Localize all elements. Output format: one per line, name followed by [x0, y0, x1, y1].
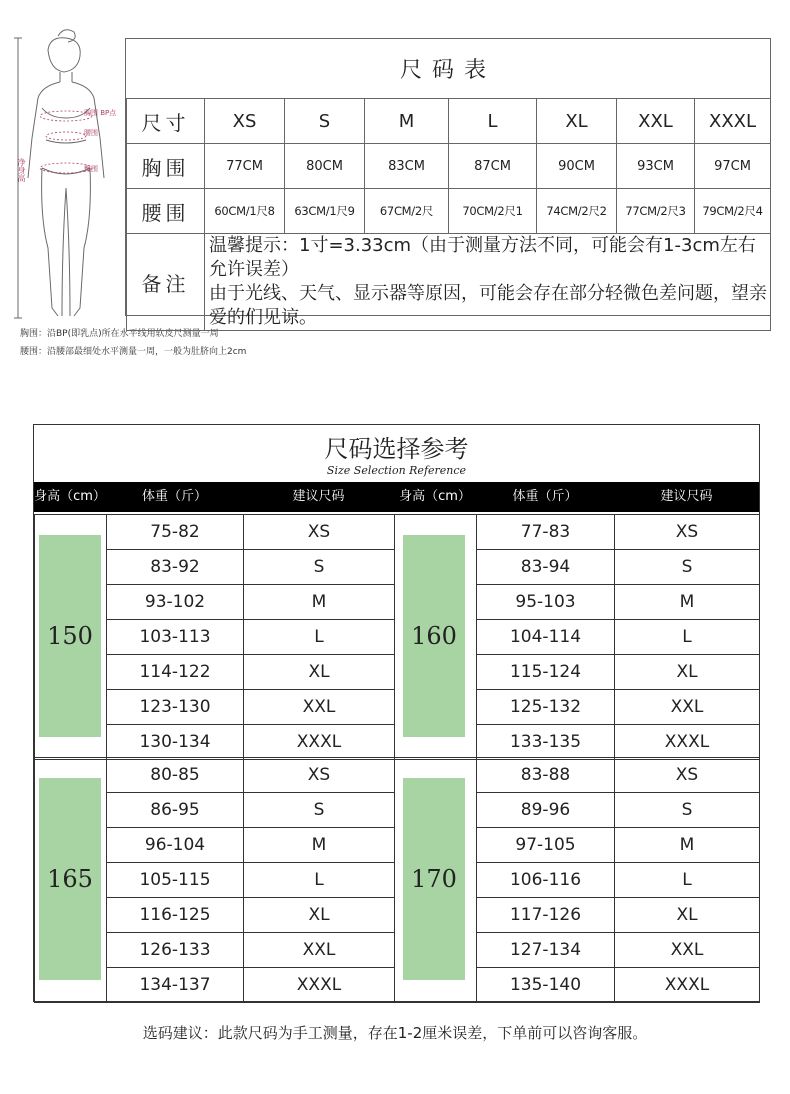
size-cell: XXXL	[244, 968, 395, 1003]
size-header-label: 尺寸	[127, 99, 205, 144]
size-cell: L	[615, 863, 760, 898]
waist-label: 腰围	[84, 129, 98, 137]
size-cell: M	[244, 828, 395, 863]
size-cell: XS	[615, 515, 760, 550]
weight-cell: 117-126	[477, 898, 615, 933]
height-value: 165	[39, 778, 101, 980]
chest-value: 87CM	[449, 144, 537, 189]
footer-note: 选码建议：此款尺码为手工测量，存在1-2厘米误差，下单前可以咨询客服。	[142, 1024, 648, 1042]
chest-value: 93CM	[617, 144, 695, 189]
hip-label: 臀围	[84, 165, 98, 173]
waist-value: 67CM/2尺	[365, 189, 449, 234]
weight-cell: 77-83	[477, 515, 615, 550]
weight-cell: 80-85	[107, 758, 244, 793]
size-cell: S	[244, 550, 395, 585]
weight-cell: 125-132	[477, 690, 615, 725]
height-value: 170	[403, 778, 465, 980]
size-cell: M	[615, 828, 760, 863]
chest-note: 胸围：沿BP(即乳点)所在水平线用软皮尺测量一周	[20, 329, 219, 339]
header-size: 建议尺码	[660, 489, 713, 504]
weight-cell: 89-96	[477, 793, 615, 828]
weight-cell: 114-122	[107, 655, 244, 690]
table-row	[35, 758, 395, 793]
reference-title: 尺码选择参考	[324, 435, 469, 463]
size-cell: L	[615, 620, 760, 655]
size-cell: L	[244, 620, 395, 655]
chest-value: 77CM	[205, 144, 285, 189]
header-weight: 体重（斤）	[512, 489, 578, 504]
weight-cell: 83-94	[477, 550, 615, 585]
size-reference	[33, 424, 760, 1002]
size-cell: XL	[244, 655, 395, 690]
reference-subtitle: Size Selection Reference	[326, 464, 467, 477]
size-cell: S	[615, 550, 760, 585]
size-header: L	[449, 99, 537, 144]
weight-cell: 123-130	[107, 690, 244, 725]
waist-value: 70CM/2尺1	[449, 189, 537, 234]
waist-value: 63CM/1尺9	[285, 189, 365, 234]
height-block-165	[34, 757, 395, 1003]
size-cell: XXXL	[615, 725, 760, 760]
remark-line: 温馨提示：1寸=3.33cm（由于测量方法不同，可能会有1-3cm左右允许误差）	[209, 235, 756, 280]
chest-value: 83CM	[365, 144, 449, 189]
size-cell: L	[244, 863, 395, 898]
waist-row-label: 腰围	[127, 189, 205, 234]
chest-label: 胸围 BP点	[84, 109, 117, 117]
header-size: 建议尺码	[292, 489, 345, 504]
size-cell: XS	[244, 758, 395, 793]
chest-value: 80CM	[285, 144, 365, 189]
remark-row-label: 备注	[127, 234, 205, 331]
table-row	[395, 758, 760, 793]
remark-row	[127, 234, 771, 331]
weight-cell: 115-124	[477, 655, 615, 690]
size-chart	[125, 38, 771, 328]
size-header: M	[365, 99, 449, 144]
height-value: 150	[39, 535, 101, 737]
weight-cell: 83-92	[107, 550, 244, 585]
chest-row-label: 胸围	[127, 144, 205, 189]
size-cell: XXL	[244, 933, 395, 968]
size-header: XS	[205, 99, 285, 144]
height-value: 160	[403, 535, 465, 737]
weight-cell: 105-115	[107, 863, 244, 898]
size-header: XXXL	[695, 99, 771, 144]
weight-cell: 75-82	[107, 515, 244, 550]
size-cell: XL	[615, 655, 760, 690]
waist-row	[127, 189, 771, 234]
weight-cell: 97-105	[477, 828, 615, 863]
size-header-row	[127, 99, 771, 144]
waist-value: 74CM/2尺2	[537, 189, 617, 234]
table-row	[35, 515, 395, 550]
remark-text	[205, 234, 771, 331]
waist-value: 77CM/2尺3	[617, 189, 695, 234]
weight-cell: 83-88	[477, 758, 615, 793]
size-cell: M	[244, 585, 395, 620]
height-label: 净身高	[17, 158, 26, 182]
size-chart-title: 尺码表	[399, 58, 496, 83]
weight-cell: 130-134	[107, 725, 244, 760]
height-cell	[35, 515, 107, 760]
weight-cell: 126-133	[107, 933, 244, 968]
size-cell: XXL	[615, 690, 760, 725]
weight-cell: 93-102	[107, 585, 244, 620]
height-block-150	[34, 514, 395, 760]
header-height: 身高（cm）	[399, 489, 471, 504]
weight-cell: 96-104	[107, 828, 244, 863]
size-chart-table	[126, 98, 771, 331]
weight-cell: 135-140	[477, 968, 615, 1003]
size-cell: XL	[244, 898, 395, 933]
size-cell: M	[615, 585, 760, 620]
size-cell: XS	[244, 515, 395, 550]
size-header: XL	[537, 99, 617, 144]
weight-cell: 116-125	[107, 898, 244, 933]
height-cell	[395, 515, 477, 760]
header-weight: 体重（斤）	[141, 489, 207, 504]
size-cell: XXXL	[615, 968, 760, 1003]
chest-value: 90CM	[537, 144, 617, 189]
waist-value: 60CM/1尺8	[205, 189, 285, 234]
header-height: 身高（cm）	[34, 489, 106, 504]
waist-value: 79CM/2尺4	[695, 189, 771, 234]
height-block-160	[394, 514, 760, 760]
remark-line: 由于光线、天气、显示器等原因，可能会存在部分轻微色差问题，望亲爱的们见谅。	[209, 283, 767, 328]
size-cell: XXL	[615, 933, 760, 968]
weight-cell: 104-114	[477, 620, 615, 655]
weight-cell: 86-95	[107, 793, 244, 828]
size-cell: S	[615, 793, 760, 828]
height-cell	[395, 758, 477, 1003]
weight-cell: 127-134	[477, 933, 615, 968]
size-cell: XXL	[244, 690, 395, 725]
size-cell: XS	[615, 758, 760, 793]
weight-cell: 134-137	[107, 968, 244, 1003]
weight-cell: 133-135	[477, 725, 615, 760]
weight-cell: 106-116	[477, 863, 615, 898]
size-header: XXL	[617, 99, 695, 144]
size-cell: S	[244, 793, 395, 828]
weight-cell: 103-113	[107, 620, 244, 655]
chest-value: 97CM	[695, 144, 771, 189]
size-header: S	[285, 99, 365, 144]
table-row	[395, 515, 760, 550]
reference-header-bar	[34, 482, 759, 512]
chest-row	[127, 144, 771, 189]
size-cell: XXXL	[244, 725, 395, 760]
size-cell: XL	[615, 898, 760, 933]
height-block-170	[394, 757, 760, 1003]
height-cell	[35, 758, 107, 1003]
weight-cell: 95-103	[477, 585, 615, 620]
waist-note: 腰围：沿腰部最细处水平测量一周，一般为肚脐向上2cm	[20, 347, 247, 357]
